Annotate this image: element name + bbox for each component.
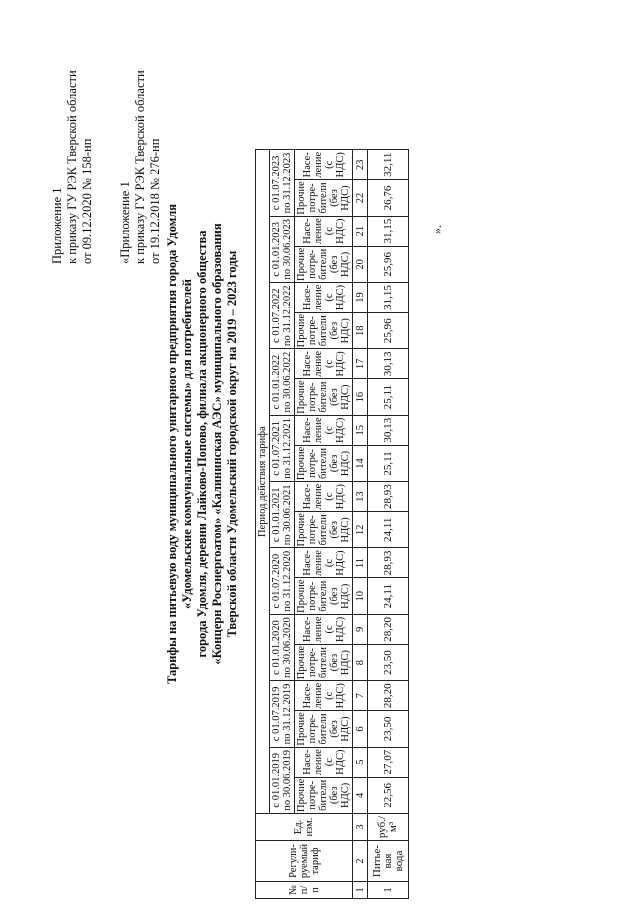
column-number: 21: [353, 216, 368, 246]
subheader-population: Насе-ление (с НДС): [295, 216, 353, 246]
closing-quote: ».: [430, 225, 444, 234]
column-number: 7: [353, 681, 368, 711]
header-period: Период действия тарифа: [256, 150, 270, 814]
subheader-other-consumers: Прочие потре-бители (без НДС): [296, 513, 351, 547]
appendix-new-reference: [50, 70, 95, 264]
tariff-value: 31,15: [368, 283, 409, 313]
subheader-population: Насе-ление (с НДС): [295, 283, 353, 313]
title-line4: «Концерн Росэнергоатом» «Калининская АЭС» муниципального образования: [210, 223, 224, 665]
column-number-row: [353, 150, 368, 899]
tariff-value: 27,07: [368, 747, 409, 777]
title-line2: «Удомельские коммунальные системы» для потребителей: [180, 279, 194, 609]
period-header: с 01.07.2022 по 31.12.2022: [270, 283, 295, 349]
period-header: с 01.01.2020 по 30.06.2020: [270, 614, 295, 680]
appendix-new-line2: к приказу ГУ РЭК Тверской области: [65, 70, 79, 264]
subheader-population: Насе-ление (с НДС): [295, 681, 353, 711]
tariff-value: 23,50: [368, 711, 409, 747]
period-header: с 01.07.2020 по 31.12.2020: [270, 548, 295, 614]
tariff-value: 31,15: [368, 216, 409, 246]
tariff-value: 28,20: [368, 614, 409, 644]
column-number: 11: [353, 548, 368, 578]
appendix-old-line1: «Приложение 1: [118, 181, 132, 264]
appendix-old-reference: [118, 70, 163, 264]
tariff-value: 22,56: [368, 777, 409, 813]
tariff-value: 30,13: [368, 349, 409, 379]
column-number: 15: [353, 415, 368, 445]
column-number: 18: [353, 313, 368, 349]
subheader-population: Насе-ление (с НДС): [295, 548, 353, 578]
tariff-value: 24,11: [368, 578, 409, 614]
tariff-value: 24,11: [368, 512, 409, 548]
subheader-other-consumers: Прочие потре-бители (без НДС): [296, 446, 351, 481]
tariff-value: 23,50: [368, 644, 409, 680]
subheader-other-consumers: Прочие потре-бители (без НДС): [296, 181, 351, 215]
tariff-value: 25,11: [368, 445, 409, 481]
tariff-value: 26,76: [368, 180, 409, 216]
subheader-population: Насе-ление (с НДС): [295, 747, 353, 777]
header-unit: Ед. изм.: [256, 814, 353, 841]
row-tariff-name: Питье-вая вода: [368, 841, 409, 882]
subheader-population: Насе-ление (с НДС): [295, 614, 353, 644]
column-number: 8: [353, 644, 368, 680]
title-line5: Тверской области Удомельский городской округ на 2019 – 2023 годы: [225, 250, 239, 638]
column-number: 23: [353, 150, 368, 180]
subheader-population: Насе-ление (с НДС): [295, 349, 353, 379]
document-title: [165, 134, 240, 754]
appendix-old-line2: к приказу ГУ РЭК Тверской области: [133, 70, 147, 264]
period-header: с 01.01.2023 по 30.06.2023: [270, 216, 295, 282]
column-number: 6: [353, 711, 368, 747]
header-row: [256, 150, 270, 899]
tariff-value: 28,20: [368, 681, 409, 711]
subheader-population: Насе-ление (с НДС): [295, 415, 353, 445]
tariff-value: 25,96: [368, 313, 409, 349]
appendix-old-line3: от 19.12.2018 № 276-нп: [148, 138, 162, 264]
tariff-table: [255, 149, 409, 899]
column-number: 16: [353, 379, 368, 415]
subheader-other-consumers: Прочие потре-бители (без НДС): [296, 579, 351, 613]
column-number: 19: [353, 283, 368, 313]
subheader-population: Насе-ление (с НДС): [295, 482, 353, 512]
subheader-other-consumers: Прочие потре-бители (без НДС): [296, 778, 351, 812]
appendix-new-line3: от 09.12.2020 № 158-нп: [80, 138, 94, 264]
period-header: с 01.07.2021 по 31.12.2021: [270, 415, 295, 481]
column-number: 9: [353, 614, 368, 644]
tariff-value: 28,93: [368, 548, 409, 578]
header-number: № п/п: [256, 882, 353, 899]
tariff-value: 28,93: [368, 482, 409, 512]
period-header: с 01.01.2022 по 30.06.2022: [270, 349, 295, 415]
column-number: 2: [353, 841, 368, 882]
subheader-other-consumers: Прочие потре-бители (без НДС): [296, 314, 351, 348]
tariff-value: 32,11: [368, 150, 409, 180]
tariff-value: 25,96: [368, 246, 409, 282]
tariff-value: 25,11: [368, 379, 409, 415]
column-number: 10: [353, 578, 368, 614]
subheader-other-consumers: Прочие потре-бители (без НДС): [296, 645, 351, 680]
column-number: 5: [353, 747, 368, 777]
column-number: 20: [353, 246, 368, 282]
table-row: [368, 150, 409, 899]
column-number: 14: [353, 445, 368, 481]
tariff-value: 30,13: [368, 415, 409, 445]
appendix-new-line1: Приложение 1: [50, 187, 64, 264]
subheader-other-consumers: Прочие потре-бители (без НДС): [296, 712, 351, 746]
subheader-other-consumers: Прочие потре-бители (без НДС): [296, 247, 351, 281]
title-line3: города Удомля, деревни Лайково-Попово, филиала акционерного общества: [195, 230, 209, 658]
period-header: с 01.01.2021 по 30.06.2021: [270, 482, 295, 548]
column-number: 3: [353, 814, 368, 841]
row-number: 1: [368, 882, 409, 899]
header-tariff: Регули-руемый тариф: [256, 841, 353, 882]
column-number: 4: [353, 777, 368, 813]
period-header: с 01.07.2023 по 31.12.2023: [270, 150, 295, 216]
row-unit: руб./м³: [368, 814, 409, 841]
title-line1: Тарифы на питьевую воду муниципального унитарного предприятия города Удомля: [165, 204, 179, 684]
column-number: 17: [353, 349, 368, 379]
subheader-other-consumers: Прочие потре-бители (без НДС): [296, 380, 351, 414]
column-number: 12: [353, 512, 368, 548]
period-header: с 01.01.2019 по 30.06.2019: [270, 747, 295, 813]
column-number: 1: [353, 882, 368, 899]
column-number: 13: [353, 482, 368, 512]
period-row: [270, 150, 295, 899]
period-header: с 01.07.2019 по 31.12.2019: [270, 681, 295, 747]
subheader-population: Насе-ление (с НДС): [295, 150, 353, 180]
column-number: 22: [353, 180, 368, 216]
subheader-row: [295, 150, 353, 899]
